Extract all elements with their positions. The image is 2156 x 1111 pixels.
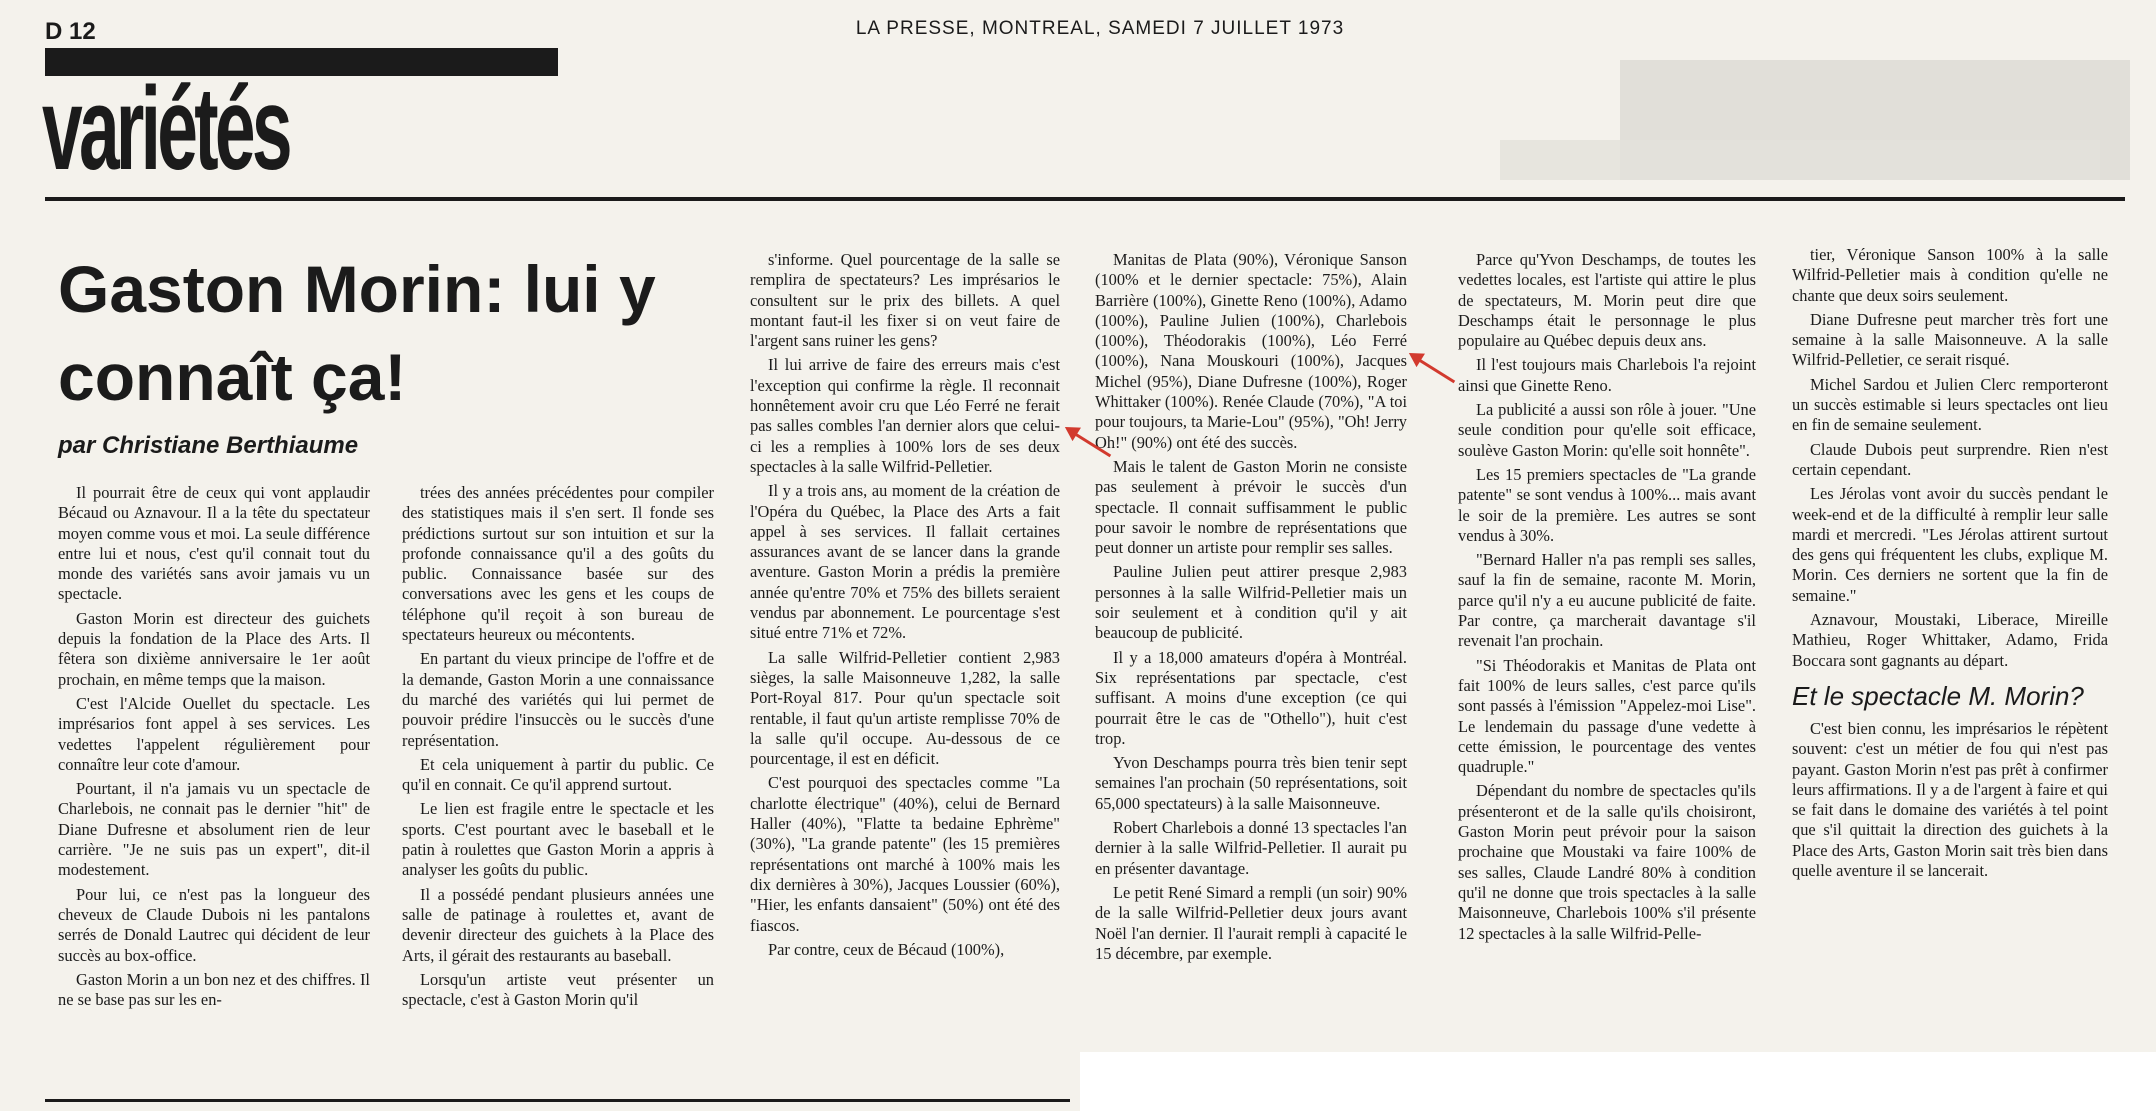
- paragraph: La publicité a aussi son rôle à jouer. "Une seule condition pour qu'elle soit efficace, soulève Gaston Morin: qu'elle soit honnête".: [1458, 400, 1756, 460]
- paragraph: Gaston Morin a un bon nez et des chiffres. Il ne se base pas sur les en-: [58, 969, 370, 1010]
- paragraph: Pauline Julien peut attirer presque 2,983 personnes à la salle Wilfrid-Pelletier mais un soir seulement et à condition qu'il y ait beaucoup de publicité.: [1095, 562, 1407, 643]
- paragraph: Il l'est toujours mais Charlebois l'a rejoint ainsi que Ginette Reno.: [1458, 355, 1756, 395]
- section-title: variétés: [42, 63, 289, 195]
- paragraph: Dépendant du nombre de spectacles qu'ils présenteront et de la salle qu'ils choisiront, Gaston Morin peut prévoir pour la saison prochaine que Moustaki va faire 100% de ses salles, Claude Landré 80% à condition qu'il ne donne que trois spectacles à la salle Maisonneuve, Charlebois 100% s'il présente 12 spectacles à la salle Wilfrid-Pelle-: [1458, 781, 1756, 943]
- paragraph: trées des années précédentes pour compiler des statistiques mais il s'en sert. Il fonde ses prédictions surtout sur son intuition et sur la profonde connaissance qu'il a des goûts du public. Connaissance basée sur des conversations avec les gens et les coups de téléphone qu'il reçoit à son bureau de spectateurs heureux ou mécontents.: [402, 483, 714, 645]
- paragraph: Yvon Deschamps pourra très bien tenir sept semaines l'an prochain (50 représentations, soit 65,000 spectateurs) à la salle Maisonneuve.: [1095, 753, 1407, 813]
- paragraph: Il y a trois ans, au moment de la création de l'Opéra du Québec, la Place des Arts a fait appel à ses services. Il fallait certaines assurances avant de se lancer dans la grande aventure. Gaston Morin a prédis la première année qu'entre 70% et 75% des billets seraient vendus par abonnement. Le pourcentage s'est situé entre 71% et 72%.: [750, 481, 1060, 643]
- masthead: LA PRESSE, MONTREAL, SAMEDI 7 JUILLET 1973: [855, 18, 1345, 39]
- bottom-rule: [45, 1099, 1070, 1102]
- paragraph: En partant du vieux principe de l'offre et de la demande, Gaston Morin a une connaissance du marché des variétés qui lui permet de pouvoir prédire l'insuccès ou le succès d'une représentation.: [402, 649, 714, 750]
- paragraph: Il y a 18,000 amateurs d'opéra à Montréal. Six représentations par spectacle, c'est suffisant. A moins d'une exception (ce qui pourrait être le cas de "Othello"), huit c'est trop.: [1095, 647, 1407, 748]
- page-number: D 12: [45, 18, 96, 45]
- paragraph: tier, Véronique Sanson 100% à la salle Wilfrid-Pelletier mais à condition qu'elle ne chante que deux soirs seulement.: [1792, 245, 2108, 305]
- subheading: Et le spectacle M. Morin?: [1792, 680, 2084, 711]
- paragraph: C'est l'Alcide Ouellet du spectacle. Les imprésarios font appel à ses services. Les vedettes l'appelent régulièrement pour connaître leur cote d'amour.: [58, 693, 370, 774]
- paragraph: Robert Charlebois a donné 13 spectacles l'an dernier à la salle Wilfrid-Pelletier. Il aurait pu en présenter davantage.: [1095, 818, 1407, 878]
- paragraph: Lorsqu'un artiste veut présenter un spectacle, c'est à Gaston Morin qu'il: [402, 969, 714, 1010]
- column-6: [1792, 245, 2108, 885]
- headline: Gaston Morin: lui y connaît ça!: [58, 252, 656, 414]
- column-3: [750, 250, 1060, 964]
- paragraph: C'est pourquoi des spectacles comme "La charlotte électrique" (40%), celui de Bernard Haller (40%), "Flatte ta bedaine Ephrème" (30%), "La grande patente" (les 15 premières représentations ont marché à 100% mais les dix dernières à 30%), Jacques Loussier (60%), "Hier, les enfants dansaient" (50%) ont été des fiascos.: [750, 773, 1060, 935]
- paragraph: Claude Dubois peut surprendre. Rien n'est certain cependant.: [1792, 439, 2108, 479]
- bleed-through-shadow: [1500, 140, 2100, 180]
- blank-area: [1080, 1052, 2156, 1111]
- paragraph: s'informe. Quel pourcentage de la salle se remplira de spectateurs? Les imprésarios le consultent sur le prix des billets. A quel montant faut-il les fixer si on veut faire de l'argent sans ruiner les gens?: [750, 250, 1060, 351]
- paragraph: Pourtant, il n'a jamais vu un spectacle de Charlebois, ne connait pas le dernier "hit" de Diane Dufresne et absolument rien de leur carrière. "Je ne suis pas un expert", dit-il modestement.: [58, 779, 370, 880]
- paragraph: Il pourrait être de ceux qui vont applaudir Bécaud ou Aznavour. Il a la tête du spectateur moyen comme vous et moi. La seule différence entre lui et nous, c'est qu'il connait tout du monde des variétés sans avoir jamais vu un spectacle.: [58, 483, 370, 604]
- paragraph: Mais le talent de Gaston Morin ne consiste pas seulement à prévoir le succès d'un spectacle. Il connait suffisamment le public pour savoir le nombre de représentations que peut donner un artiste pour remplir ses salles.: [1095, 456, 1407, 558]
- section-rule: [45, 197, 2125, 201]
- paragraph: Pour lui, ce n'est pas la longueur des cheveux de Claude Dubois ni les pantalons serrés de Donald Lautrec qui décident de leur succès au box-office.: [58, 884, 370, 965]
- paragraph: Les 15 premiers spectacles de "La grande patente" se sont vendus à 100%... mais avant le soir de la première. Les autres se sont vendus à 30%.: [1458, 464, 1756, 545]
- paragraph: Par contre, ceux de Bécaud (100%),: [768, 939, 1005, 959]
- paragraph: Diane Dufresne peut marcher très fort une semaine à la salle Maisonneuve. A la salle Wilfrid-Pelletier, ce serait risqué.: [1792, 309, 2108, 370]
- paragraph: Et cela uniquement à partir du public. Ce qu'il en connait. Ce qu'il apprend surtout.: [402, 754, 714, 795]
- paragraph: Manitas de Plata (90%), Véronique Sanson (100% et le dernier spectacle: 75%), Alain Barrière (100%), Ginette Reno (100%), Adamo (100%), Pauline Julien (100%), Charlebois (100%), Théodorakis (100%), Léo Ferré (100%), Nana Mouskouri (100%), Jacques Michel (95%), Diane Dufresne (100%), Roger Whittaker (100%). Renée Claude (70%), "A toi pour toujours, ta Marie-Lou" (95%), "Oh! Jerry Oh!" (90%) ont été des succès.: [1095, 250, 1407, 452]
- paragraph: Le lien est fragile entre le spectacle et les sports. C'est pourtant avec le baseball et le patin à roulettes que Gaston Morin a appris à analyser les goûts du public.: [402, 799, 714, 880]
- paragraph: "Bernard Haller n'a pas rempli ses salles, sauf la fin de semaine, raconte M. Morin, parce qu'il n'y a eu aucune publicité de faite. Par contre, ça marcherait davantage s'il revenait l'an prochain.: [1458, 550, 1756, 651]
- paragraph: "Si Théodorakis et Manitas de Plata ont fait 100% de leurs salles, c'est parce qu'ils sont passés à l'émission "Appelez-moi Lise". Le lendemain du passage d'une vedette à cette émission, le pourcentage des ventes quadruple.": [1458, 655, 1756, 777]
- paragraph: Aznavour, Moustaki, Liberace, Mireille Mathieu, Roger Whittaker, Adamo, Frida Boccara sont gagnants au départ.: [1792, 610, 2108, 670]
- paragraph: Il a possédé pendant plusieurs années une salle de patinage à roulettes et, avant de devenir directeur des guichets à la Place des Arts, il gérait des restaurants au baseball.: [402, 884, 714, 965]
- paragraph: Le petit René Simard a rempli (un soir) 90% de la salle Wilfrid-Pelletier deux jours avant Noël l'an dernier. Il l'aurait rempli à capacité le 15 décembre, par exemple.: [1095, 882, 1407, 963]
- paragraph: La salle Wilfrid-Pelletier contient 2,983 sièges, la salle Maisonneuve 1,282, la salle Port-Royal 817. Pour qu'un spectacle soit rentable, il faut qu'un artiste remplisse 70% de la salle qu'il occupe. Au-dessous de ce pourcentage, il est en déficit.: [750, 647, 1060, 769]
- paragraph: Gaston Morin est directeur des guichets depuis la fondation de la Place des Arts. Il fêtera son dixième anniversaire le 1er août prochain, en même temps que la maison.: [58, 608, 370, 689]
- byline: par Christiane Berthiaume: [58, 432, 359, 459]
- paragraph: C'est bien connu, les imprésarios le répètent souvent: c'est un métier de fou qui n'est pas payant. Gaston Morin n'est pas prêt à confirmer leurs affirmations. Il y a de l'argent à faire et qui se fait dans le domaine des variétés à tel point que s'il quittait la direction des guichets à la Place des Arts, Gaston Morin sait très bien dans quelle aventure il se lancerait.: [1792, 718, 2108, 881]
- paragraph: Il lui arrive de faire des erreurs mais c'est l'exception qui confirme la règle. Il reconnait honnêtement avoir cru que Léo Ferré ne ferait pas salles combles l'an dernier alors que celui-ci les a remplies à 100% lors de ses deux spectacles à la salle Wilfrid-Pelletier.: [750, 355, 1060, 476]
- column-4: [1095, 250, 1407, 968]
- annotation-arrow: [1411, 354, 1455, 383]
- paragraph: Parce qu'Yvon Deschamps, de toutes les vedettes locales, est l'artiste qui attire le plus de spectateurs, M. Morin peut dire que Deschamps était le personnage le plus populaire au Québec depuis deux ans.: [1458, 250, 1756, 351]
- column-2: [402, 483, 714, 1014]
- paragraph: Les Jérolas vont avoir du succès pendant le week-end et de la difficulté à remplir leur salle mardi et mercredi. "Les Jérolas attirent surtout des gens qui fréquentent les clubs, explique M. Morin. Ces derniers ne sortent que la fin de semaine.": [1792, 484, 2108, 605]
- column-5: [1458, 250, 1756, 948]
- column-1: [58, 483, 370, 1014]
- paragraph: Michel Sardou et Julien Clerc remporteront un succès estimable si leurs spectacles ont lieu en fin de semaine seulement.: [1792, 374, 2108, 435]
